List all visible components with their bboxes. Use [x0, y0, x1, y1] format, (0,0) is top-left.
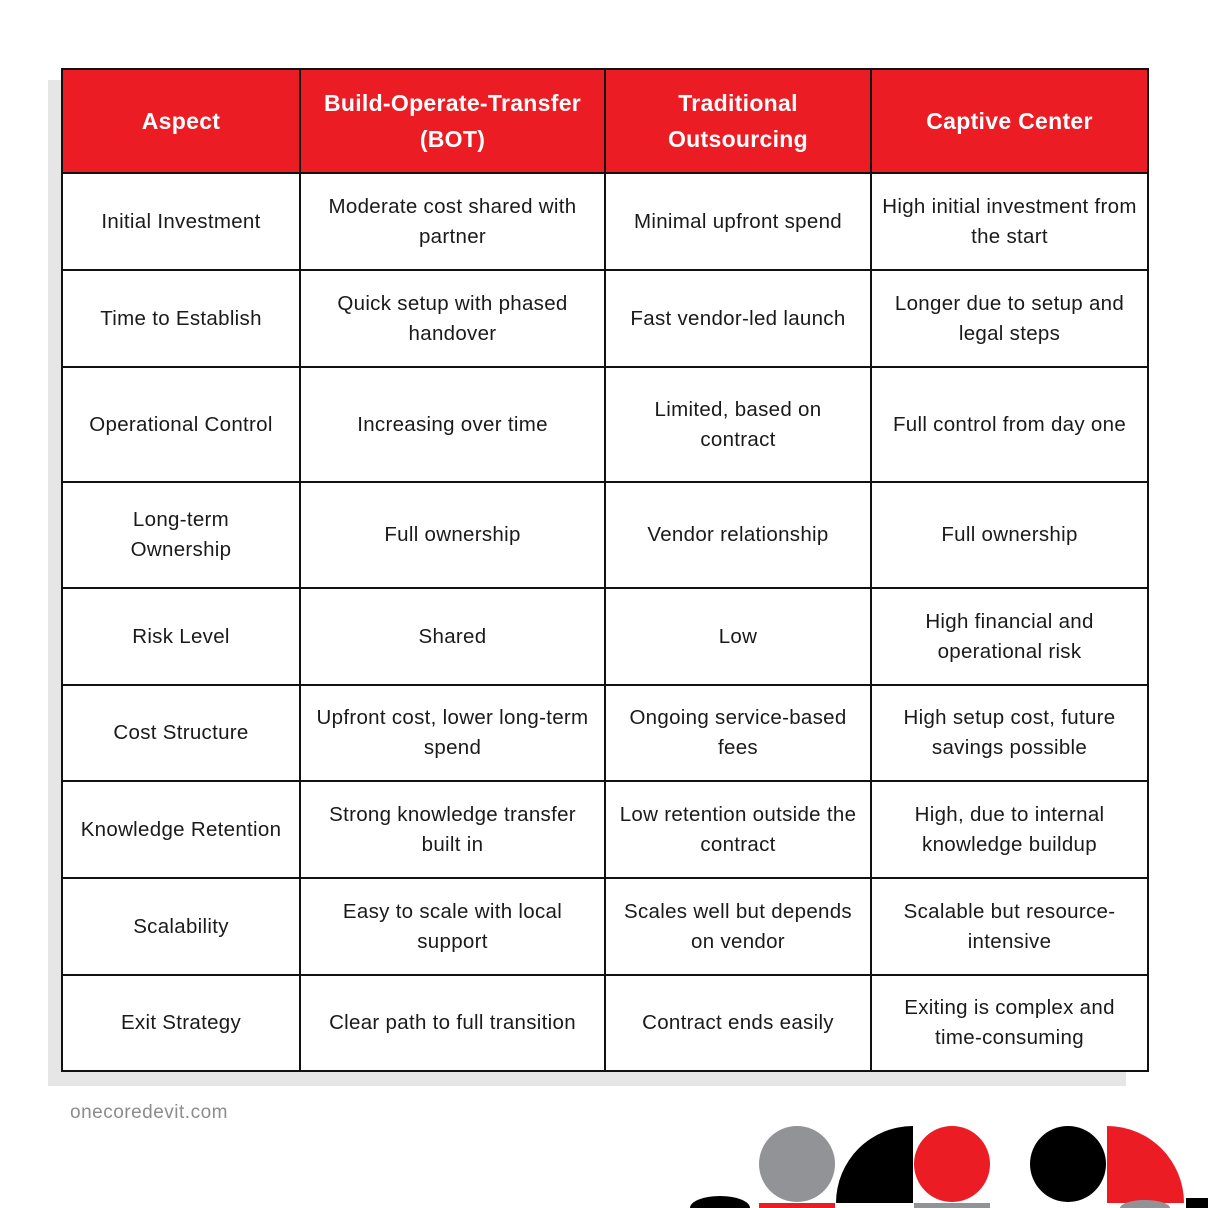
- table-cell: High, due to internal knowledge buildup: [871, 781, 1148, 878]
- header-traditional-outsourcing: Traditional Outsourcing: [605, 69, 871, 173]
- table-cell: Full ownership: [871, 482, 1148, 588]
- black-corner-shape: [1186, 1198, 1208, 1208]
- table-cell: High financial and operational risk: [871, 588, 1148, 685]
- table-cell: High setup cost, future savings possible: [871, 685, 1148, 781]
- table-cell: Fast vendor-led launch: [605, 270, 871, 367]
- black-quarter-circle-shape: [836, 1126, 913, 1203]
- table-cell: Scalable but resource-intensive: [871, 878, 1148, 975]
- red-bar-shape: [759, 1203, 835, 1208]
- table-cell: Upfront cost, lower long-term spend: [300, 685, 605, 781]
- table-cell: Contract ends easily: [605, 975, 871, 1071]
- table-cell: Low: [605, 588, 871, 685]
- gray-circle-shape: [759, 1126, 835, 1202]
- red-circle-shape: [914, 1126, 990, 1202]
- row-label: Cost Structure: [62, 685, 300, 781]
- table-cell: Increasing over time: [300, 367, 605, 482]
- table-cell: Quick setup with phased handover: [300, 270, 605, 367]
- row-label: Knowledge Retention: [62, 781, 300, 878]
- row-label: Scalability: [62, 878, 300, 975]
- gray-bar-shape: [914, 1203, 990, 1208]
- table-cell: Minimal upfront spend: [605, 173, 871, 270]
- header-captive-center: Captive Center: [871, 69, 1148, 173]
- header-aspect: Aspect: [62, 69, 300, 173]
- table-cell: Shared: [300, 588, 605, 685]
- table-cell: Strong knowledge transfer built in: [300, 781, 605, 878]
- table-cell: High initial investment from the start: [871, 173, 1148, 270]
- table-cell: Vendor relationship: [605, 482, 871, 588]
- row-label: Exit Strategy: [62, 975, 300, 1071]
- website-label: onecoredevit.com: [70, 1102, 228, 1123]
- row-label: Long-term Ownership: [62, 482, 300, 588]
- row-label: Risk Level: [62, 588, 300, 685]
- red-quarter-circle-shape: [1107, 1126, 1184, 1203]
- row-label: Time to Establish: [62, 270, 300, 367]
- table-cell: Scales well but depends on vendor: [605, 878, 871, 975]
- table-cell: Full ownership: [300, 482, 605, 588]
- table-cell: Easy to scale with local support: [300, 878, 605, 975]
- row-label: Initial Investment: [62, 173, 300, 270]
- table-cell: Moderate cost shared with partner: [300, 173, 605, 270]
- black-arc-shape: [690, 1196, 750, 1208]
- table-cell: Longer due to setup and legal steps: [871, 270, 1148, 367]
- table-cell: Clear path to full transition: [300, 975, 605, 1071]
- table-cell: Exiting is complex and time-consuming: [871, 975, 1148, 1071]
- table-cell: Limited, based on contract: [605, 367, 871, 482]
- header-bot: Build-Operate-Transfer (BOT): [300, 69, 605, 173]
- table-cell: Ongoing service-based fees: [605, 685, 871, 781]
- table-cell: Full control from day one: [871, 367, 1148, 482]
- table-cell: Low retention outside the contract: [605, 781, 871, 878]
- row-label: Operational Control: [62, 367, 300, 482]
- black-circle-shape: [1030, 1126, 1106, 1202]
